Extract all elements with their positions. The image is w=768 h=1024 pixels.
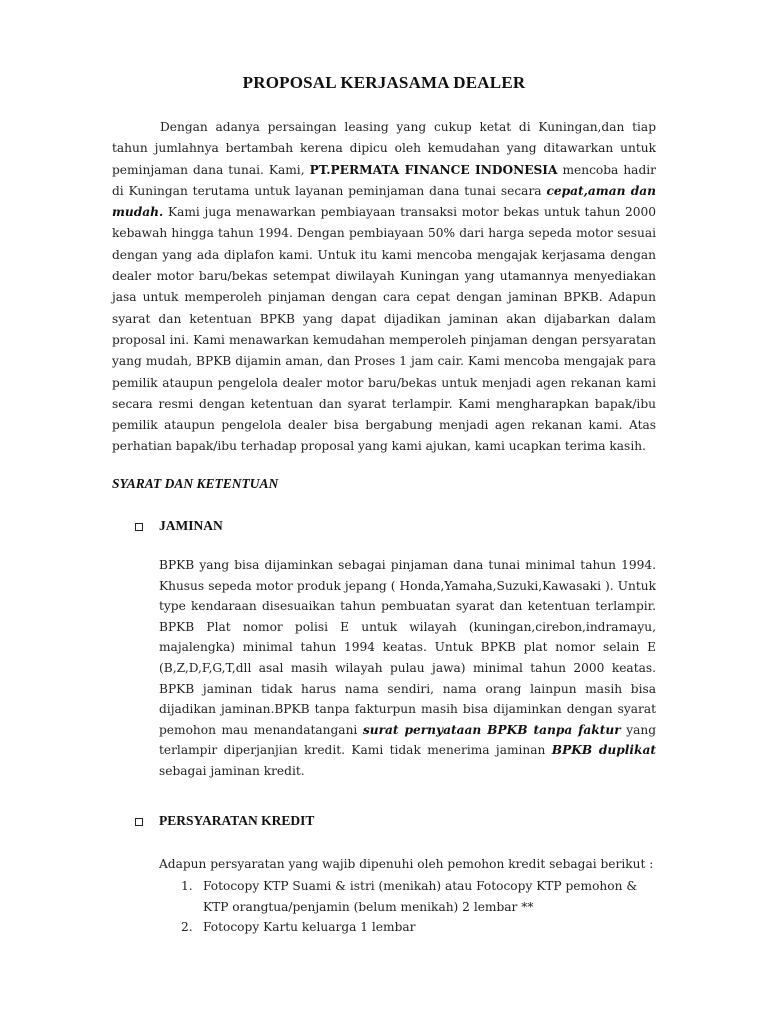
list-item-text: Fotocopy KTP Suami & istri (menikah) atau Fotocopy KTP pemohon & KTP orangtua/penjamin (belum menikah) 2 lembar ** — [203, 879, 638, 914]
list-item-number: 2. — [181, 920, 193, 934]
jaminan-emphasis-2: BPKB duplikat — [551, 743, 656, 758]
jaminan-text-2: yang terlampir diperjanjian kredit. Kami tidak menerima jaminan — [159, 722, 656, 758]
jaminan-emphasis-1: surat pernyataan BPKB tanpa faktur — [362, 722, 621, 737]
jaminan-heading — [135, 518, 223, 534]
kredit-intro: Adapun persyaratan yang wajib dipenuhi oleh pemohon kredit sebagai berikut : — [159, 857, 654, 871]
intro-text-2: mencoba hadir di Kuningan terutama untuk layanan peminjaman dana tunai secara — [112, 162, 656, 198]
square-bullet-icon — [135, 523, 143, 531]
jaminan-text-3: sebagai jaminan kredit. — [159, 763, 305, 778]
requirements-list — [181, 876, 656, 938]
list-item-text: Fotocopy Kartu keluarga 1 lembar — [203, 920, 416, 934]
jaminan-paragraph — [159, 555, 656, 782]
section-heading: SYARAT DAN KETENTUAN — [112, 476, 279, 491]
company-name: PT.PERMATA FINANCE INDONESIA — [309, 162, 558, 177]
intro-text-1: Dengan adanya persaingan leasing yang cukup ketat di Kuningan,dan tiap tahun jumlahnya bertambah kerena dipicu oleh kemudahan yang ditawarkan untuk peminjaman dana tunai. Kami, — [112, 120, 656, 177]
intro-text-3: Kami juga menawarkan pembiayaan transaksi motor bekas untuk tahun 2000 kebawah hingga tahun 1994. Dengan pembiayaan 50% dari harga sepeda motor sesuai dengan yang ada diplafon kami. Untuk itu kami mencoba mengajak kerjasama dengan dealer motor baru/bekas setempat diwilayah Kuningan yang utamannya menyediakan jasa untuk memperoleh pinjaman dengan cara cepat dengan jaminan BPKB. Adapun syarat dan ketentuan BPKB yang dapat dijadikan jaminan akan dijabarkan dalam proposal ini. Kami menawarkan kemudahan memperoleh pinjaman dengan persyaratan yang mudah, BPKB dijamin aman, dan Proses 1 jam cair. Kami mencoba mengajak para pemilik ataupun pengelola dealer motor baru/bekas untuk menjadi agen rekanan kami secara resmi dengan ketentuan dan syarat terlampir. Kami mengharapkan bapak/ibu pemilik ataupun pengelola dealer bisa bergabung menjadi agen rekanan kami. Atas perhatian bapak/ibu terhadap proposal yang kami ajukan, kami ucapkan terima kasih. — [112, 205, 656, 454]
jaminan-heading-label: JAMINAN — [159, 518, 223, 533]
kredit-heading — [135, 813, 314, 829]
list-item — [181, 917, 656, 938]
list-item-number: 1. — [181, 879, 193, 893]
document-title: PROPOSAL KERJASAMA DEALER — [242, 73, 526, 92]
jaminan-text-1: BPKB yang bisa dijaminkan sebagai pinjaman dana tunai minimal tahun 1994. Khusus sepeda motor produk jepang ( Honda,Yamaha,Suzuki,Kawasaki ). Untuk type kendaraan disesuaikan tahun pembuatan syarat dan ketentuan terlampir. BPKB Plat nomor polisi E untuk wilayah (kuningan,cirebon,indramayu, majalengka) minimal tahun 1994 keatas. Untuk BPKB plat nomor selain E (B,Z,D,F,G,T,dll asal masih wilayah pulau jawa) minimal tahun 2000 keatas. BPKB jaminan tidak harus nama sendiri, nama orang lainpun masih bisa dijadikan jaminan.BPKB tanpa fakturpun masih bisa dijaminkan dengan syarat pemohon mau menandatangani — [159, 558, 656, 737]
kredit-heading-label: PERSYARATAN KREDIT — [159, 813, 315, 828]
intro-paragraph — [112, 117, 656, 458]
square-bullet-icon — [135, 818, 143, 826]
intro-emphasis: cepat,aman dan mudah. — [112, 183, 656, 220]
list-item — [181, 876, 656, 917]
